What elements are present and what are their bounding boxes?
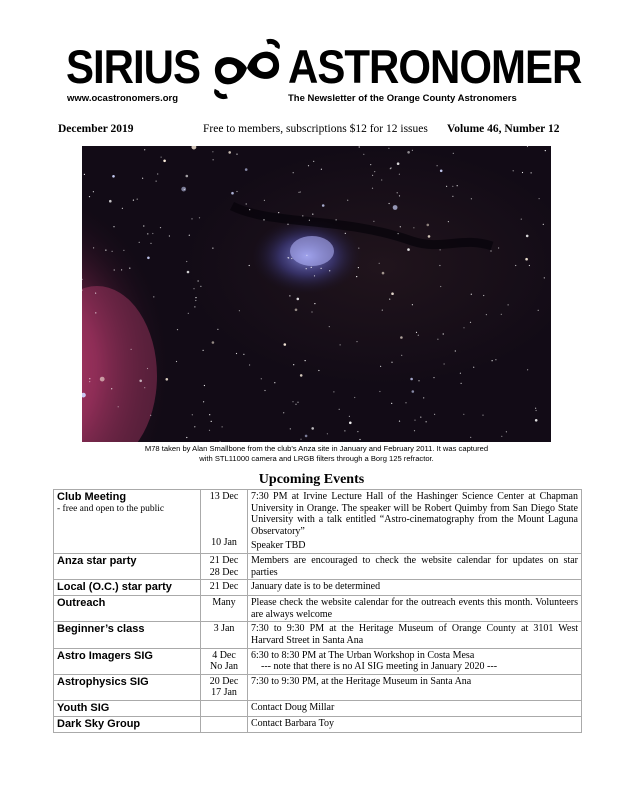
- event-date: 17 Jan: [211, 687, 237, 699]
- event-desc: Members are encouraged to check the website calendar for updates on star parties: [251, 554, 578, 578]
- event-date: No Jan: [209, 661, 239, 673]
- event-date: 10 Jan: [211, 536, 237, 548]
- website-url[interactable]: www.ocastronomers.org: [67, 93, 179, 104]
- m78-nebula-photo: [82, 146, 551, 442]
- event-name: Astro Imagers SIG: [57, 649, 153, 662]
- event-row-dark-sky: [54, 716, 582, 732]
- event-row-astro-imagers: [54, 648, 582, 674]
- event-note: - free and open to the public: [57, 504, 165, 514]
- event-desc: 7:30 to 9:30 PM at the Heritage Museum of Orange County at 3101 West Harvard Street in Santa Ana: [251, 623, 578, 646]
- event-desc-cell: [248, 490, 582, 554]
- title-astronomer: ASTRONOMER: [288, 40, 582, 94]
- event-name: Local (O.C.) star party: [57, 581, 172, 594]
- event-desc: January date is to be determined: [251, 581, 381, 593]
- event-name: Anza star party: [57, 554, 137, 567]
- event-desc: 7:30 PM at Irvine Lecture Hall of the Hashinger Science Center at Chapman University in Orange. The speaker will be Robert Quimby from San Diego State University with a talk entitled “Astro-cinematography from the Mount Laguna Observatory”: [251, 491, 578, 537]
- event-row-beginners-class: [54, 622, 582, 648]
- event-date: 20 Dec: [209, 675, 239, 687]
- caption-line-2: with STL11000 camera and LRGB filters through a Borg 125 refractor.: [199, 454, 434, 463]
- event-row-local-star-party: [54, 580, 582, 596]
- event-name: Dark Sky Group: [57, 717, 141, 730]
- upcoming-events-heading: Upcoming Events: [258, 472, 365, 487]
- event-date: 21 Dec: [209, 554, 239, 566]
- issue-volume: Volume 46, Number 12: [447, 123, 560, 135]
- event-name: Club Meeting: [57, 491, 127, 503]
- event-date: 28 Dec: [209, 566, 239, 578]
- title-sirius: SIRIUS: [66, 40, 201, 94]
- event-desc: Speaker TBD: [251, 540, 306, 552]
- event-date: 13 Dec: [209, 491, 239, 502]
- event-desc: Contact Doug Millar: [251, 701, 335, 713]
- event-date: 4 Dec: [212, 649, 236, 661]
- event-row-astrophysics: [54, 674, 582, 700]
- newsletter-subtitle: The Newsletter of the Orange County Astronomers: [288, 93, 517, 104]
- masthead: [0, 0, 623, 112]
- event-desc: Please check the website calendar for the outreach events this month. Volunteers are always welcome: [251, 597, 578, 620]
- event-desc-note: --- note that there is no AI SIG meeting in January 2020 ---: [261, 661, 498, 673]
- event-row-anza: [54, 553, 582, 579]
- event-date: 3 Jan: [213, 623, 235, 635]
- event-name: Outreach: [57, 597, 106, 610]
- event-row-club-meeting: [54, 490, 582, 554]
- event-desc: 6:30 to 8:30 PM at The Urban Workshop in Costa Mesa: [251, 649, 475, 661]
- event-desc: Contact Barbara Toy: [251, 717, 334, 729]
- event-date-cell: [201, 490, 248, 554]
- event-row-outreach: [54, 596, 582, 622]
- event-desc: 7:30 to 9:30 PM, at the Heritage Museum in Santa Ana: [251, 675, 472, 687]
- caption-line-1: M78 taken by Alan Smallbone from the club's Anza site in January and February 2011. It was captured: [144, 444, 489, 453]
- event-date: 21 Dec: [209, 581, 239, 593]
- nebula-image: [82, 146, 551, 442]
- subscription-price: Free to members, subscriptions $12 for 12 issues: [203, 123, 428, 135]
- event-date: Many: [212, 597, 236, 609]
- event-row-youth-sig: [54, 700, 582, 716]
- event-name-cell: [54, 490, 201, 554]
- photo-caption: [60, 444, 573, 464]
- event-name: Beginner’s class: [57, 623, 145, 636]
- event-name: Youth SIG: [57, 701, 110, 714]
- events-table: [53, 489, 582, 733]
- swirl-logo-icon: [207, 38, 287, 100]
- issue-date: December 2019: [58, 123, 134, 135]
- event-name: Astrophysics SIG: [57, 675, 149, 688]
